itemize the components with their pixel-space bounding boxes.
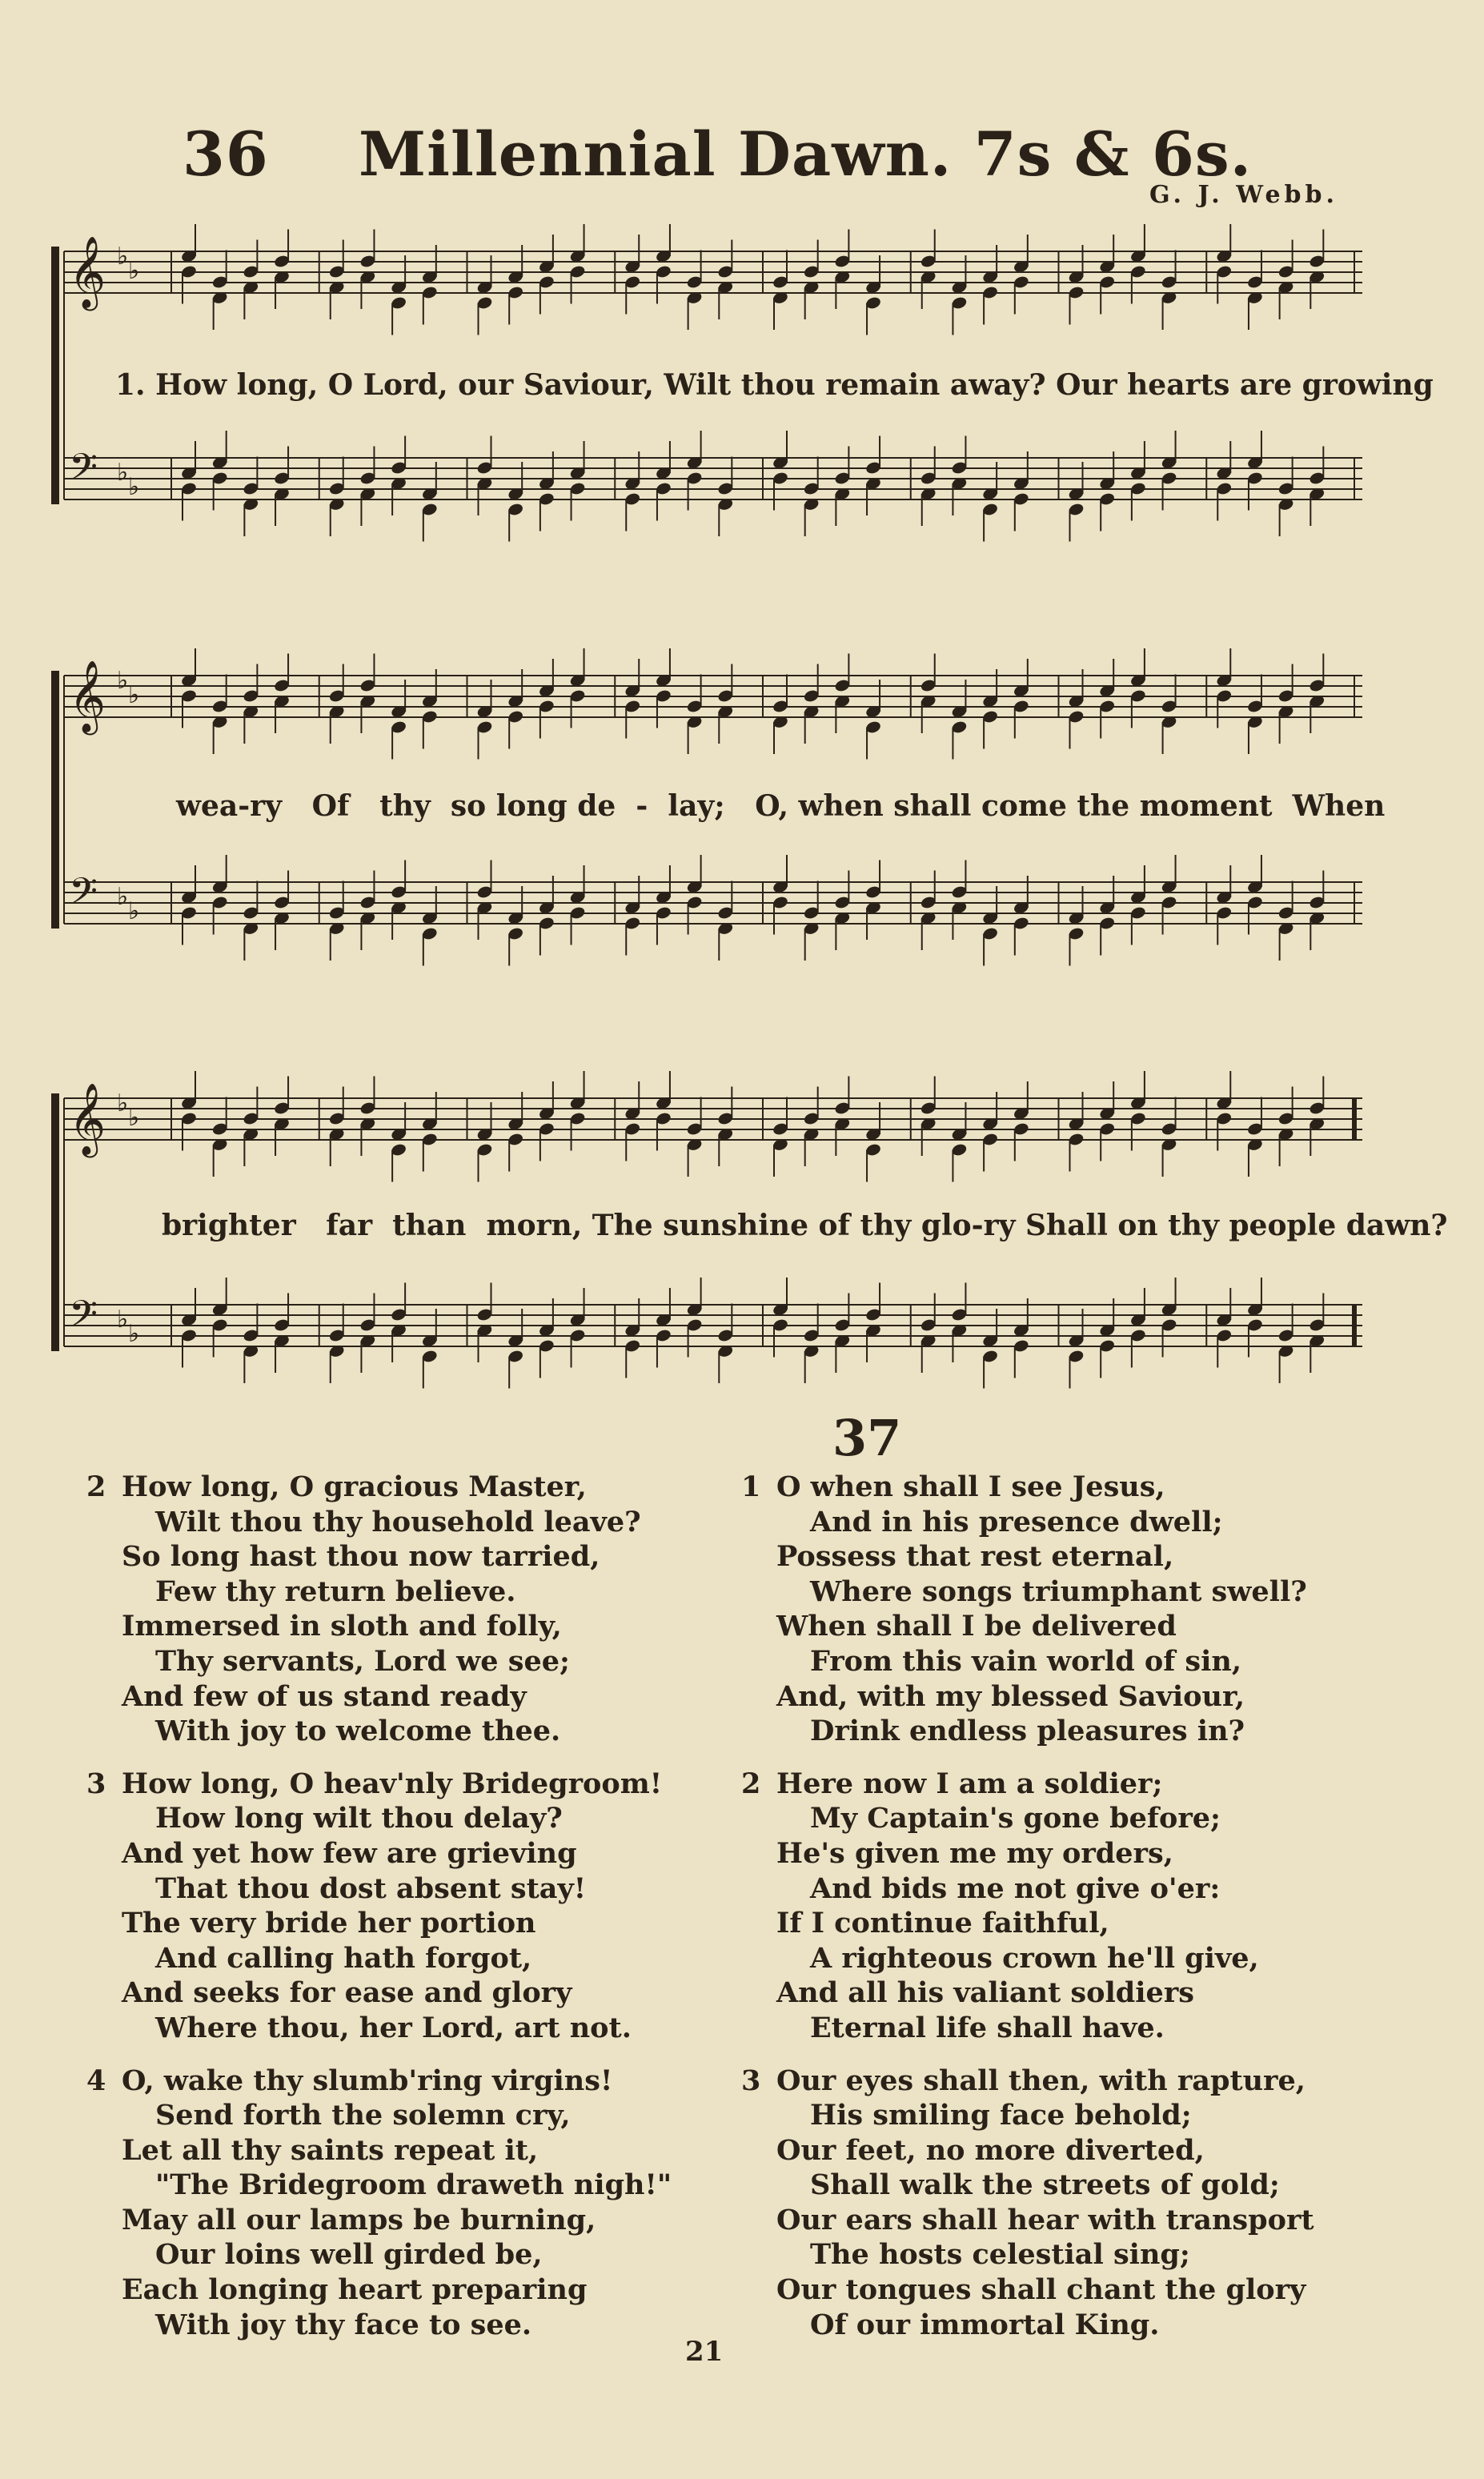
verse-line: Where songs triumphant swell?	[810, 1574, 1307, 1608]
flat-icon: ♭	[117, 883, 129, 911]
verse-line: The hosts celestial sing;	[810, 2238, 1190, 2272]
bass-staff	[64, 431, 1362, 542]
system-brace	[51, 1093, 59, 1351]
verse-line: Shall walk the streets of gold;	[810, 2168, 1280, 2202]
page-signature: 21	[685, 2336, 724, 2368]
verse-line: And bids me not give o'er:	[810, 1871, 1221, 1905]
verse-line: How long, O gracious Master,	[122, 1470, 587, 1503]
bass-staff	[64, 1278, 1362, 1389]
flat-icon: ♭	[117, 1306, 129, 1334]
verse-line: And, with my blessed Saviour,	[776, 1679, 1245, 1713]
system-brace	[51, 671, 59, 929]
stanza-number: 2	[741, 1767, 761, 1800]
verse-line: Wilt thou thy household leave?	[155, 1505, 641, 1538]
treble-clef-icon: 𝄞	[69, 1083, 106, 1155]
flat-icon: ♭	[128, 681, 140, 709]
music-system-1	[51, 236, 1434, 557]
flat-icon: ♭	[117, 667, 129, 695]
verse-line: My Captain's gone before;	[810, 1802, 1221, 1835]
bass-clef-icon: 𝄢	[69, 1293, 98, 1345]
music-system-3	[51, 1083, 1448, 1404]
stanza-number: 3	[741, 2064, 761, 2097]
stanza-36-4	[86, 2064, 751, 2343]
flat-icon: ♭	[117, 1089, 129, 1117]
verse-line: Our ears shall hear with transport	[776, 2203, 1314, 2236]
verse-line: Where thou, her Lord, art not.	[155, 2011, 632, 2044]
flat-icon: ♭	[117, 243, 129, 271]
verse-line: And calling hath forgot,	[155, 1941, 532, 1975]
verse-line: So long hast thou now tarried,	[122, 1540, 600, 1574]
stanza-37-2	[741, 1767, 1406, 2046]
verse-line: Our tongues shall chant the glory	[776, 2273, 1306, 2307]
verse-line: With joy thy face to see.	[155, 2308, 532, 2341]
verse-line: And yet how few are grieving	[122, 1836, 577, 1870]
verse-line: And all his valiant soldiers	[776, 1976, 1194, 2010]
flat-icon: ♭	[128, 257, 140, 285]
verse-line: May all our lamps be burning,	[122, 2203, 596, 2236]
hymn-36-verses	[86, 1470, 751, 2360]
hymn-number: 36	[182, 118, 269, 190]
treble-staff	[64, 648, 1362, 760]
music-system-2	[51, 660, 1386, 981]
hymn-title: Millennial Dawn. 7s & 6s.	[359, 118, 1253, 190]
lyrics-line-1: 1. How long, O Lord, our Saviour, Wilt thou remain away? Our hearts are growing	[115, 368, 1434, 402]
verse-line: That thou dost absent stay!	[155, 1871, 587, 1905]
verse-line: Few thy return believe.	[155, 1574, 516, 1608]
verse-line: His smiling face behold;	[810, 2099, 1192, 2132]
verse-line: From this vain world of sin,	[810, 1644, 1242, 1678]
music-staff-system-3	[51, 1083, 1448, 1404]
verse-line: Here now I am a soldier;	[776, 1767, 1163, 1800]
bass-staff	[64, 855, 1362, 966]
verse-line: And in his presence dwell;	[810, 1505, 1223, 1538]
treble-staff	[64, 224, 1362, 335]
treble-staff	[64, 1071, 1362, 1182]
stanza-number: 2	[86, 1470, 106, 1503]
system-brace	[51, 247, 59, 504]
verse-line: Eternal life shall have.	[810, 2011, 1165, 2044]
lyrics-line-3: brighter far than morn, The sunshine of thy glo-ry Shall on thy people dawn?	[162, 1209, 1448, 1242]
stanza-36-2	[86, 1470, 751, 1749]
verse-line: Send forth the solemn cry,	[155, 2099, 571, 2132]
verse-line: How long, O heav'nly Bridegroom!	[122, 1767, 663, 1800]
composer-credit: G. J. Webb.	[1149, 181, 1338, 209]
verse-line: How long wilt thou delay?	[155, 1802, 563, 1835]
verse-line: Of our immortal King.	[810, 2308, 1160, 2341]
verse-line: Our feet, no more diverted,	[776, 2133, 1205, 2167]
flat-icon: ♭	[128, 1320, 140, 1348]
verse-line: O, wake thy slumb'ring virgins!	[122, 2064, 613, 2097]
stanza-37-3	[741, 2064, 1406, 2343]
flat-icon: ♭	[128, 1104, 140, 1132]
verse-line: "The Bridegroom draweth nigh!"	[155, 2168, 672, 2202]
verse-line: With joy to welcome thee.	[155, 1715, 561, 1748]
verse-line: A righteous crown he'll give,	[810, 1941, 1259, 1975]
stanza-number: 4	[86, 2064, 106, 2097]
verse-line: Let all thy saints repeat it,	[122, 2133, 539, 2167]
verse-line: When shall I be delivered	[776, 1610, 1177, 1643]
verse-line: Each longing heart preparing	[122, 2273, 588, 2307]
verse-line: He's given me my orders,	[776, 1836, 1173, 1870]
stanza-36-3	[86, 1767, 751, 2046]
verse-line: And seeks for ease and glory	[122, 1976, 572, 2010]
verse-line: Our loins well girded be,	[155, 2238, 543, 2272]
treble-clef-icon: 𝄞	[69, 236, 106, 308]
hymn-37-number: 37	[832, 1409, 902, 1467]
lyrics-line-2: wea-ry Of thy so long de - lay; O, when shall come the moment When	[176, 789, 1386, 823]
stanza-number: 1	[741, 1470, 761, 1503]
verse-line: The very bride her portion	[122, 1907, 536, 1940]
hymn-37-verses	[741, 1470, 1406, 2360]
verse-line: If I continue faithful,	[776, 1907, 1109, 1940]
bass-clef-icon: 𝄢	[69, 870, 98, 922]
stanza-37-1	[741, 1470, 1406, 1749]
verse-line: And few of us stand ready	[122, 1679, 527, 1713]
treble-clef-icon: 𝄞	[69, 660, 106, 732]
verse-line: Our eyes shall then, with rapture,	[776, 2064, 1306, 2097]
verse-line: O when shall I see Jesus,	[776, 1470, 1165, 1503]
flat-icon: ♭	[128, 473, 140, 501]
flat-icon: ♭	[128, 897, 140, 925]
verse-line: Immersed in sloth and folly,	[122, 1610, 562, 1643]
bass-clef-icon: 𝄢	[69, 446, 98, 498]
verse-line: Possess that rest eternal,	[776, 1540, 1174, 1574]
stanza-number: 3	[86, 1767, 106, 1800]
verse-line: Thy servants, Lord we see;	[155, 1644, 570, 1678]
flat-icon: ♭	[117, 459, 129, 487]
verse-line: Drink endless pleasures in?	[810, 1715, 1245, 1748]
